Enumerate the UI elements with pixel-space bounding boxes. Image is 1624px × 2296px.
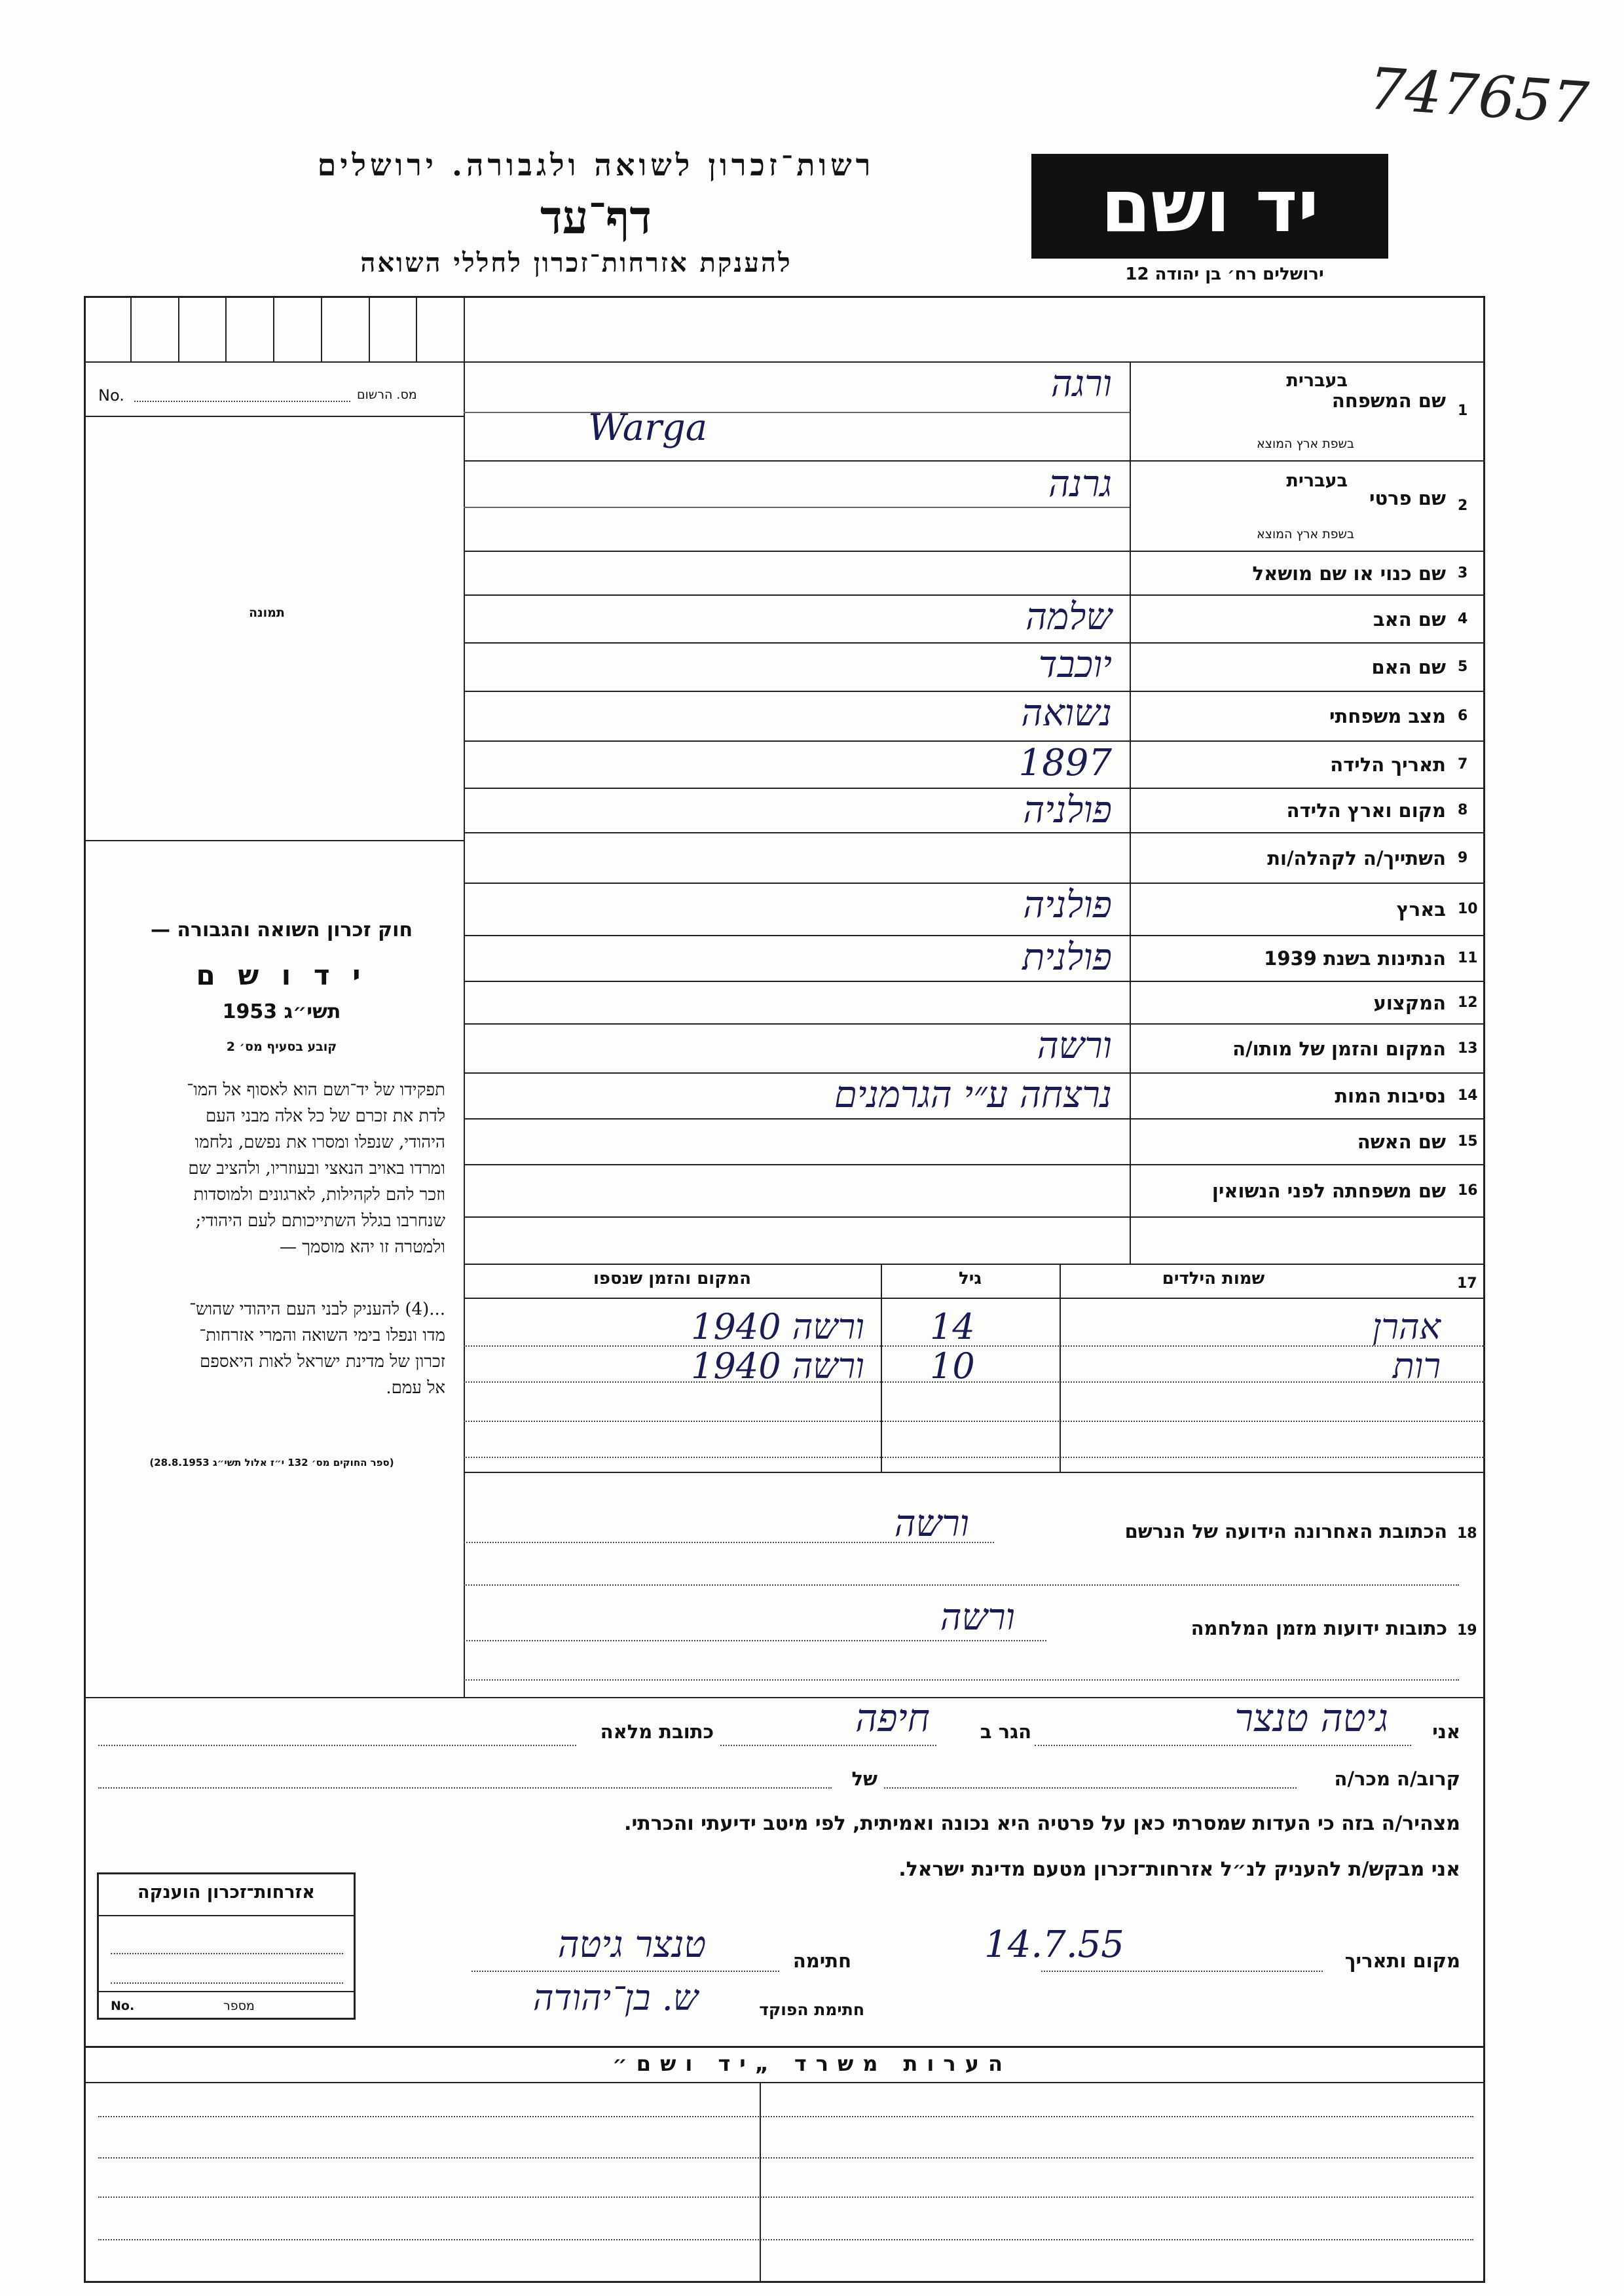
field-label: שם האם xyxy=(1371,656,1446,678)
field-num: 6 xyxy=(1458,708,1468,724)
field-value: ורגה xyxy=(1050,363,1112,405)
field-num: 16 xyxy=(1458,1182,1478,1199)
field-value: שלמה xyxy=(1025,596,1112,638)
children-col-age: גיל xyxy=(958,1269,982,1288)
decl-request: אני מבקש/ת להעניק לנ״ל אזרחות־זכרון מטעם מדינת ישראל. xyxy=(898,1858,1460,1881)
field-value: פולנית xyxy=(1022,936,1112,979)
photo-label: תמונה xyxy=(249,606,285,620)
address-last-label: הכתובת האחרונה הידועה של הנרשם xyxy=(1124,1520,1447,1542)
field-row-7 xyxy=(464,742,1485,789)
field-row-6 xyxy=(464,692,1485,742)
citizenship-box-title: אזרחות־זכרון הוענקה xyxy=(138,1882,315,1903)
law-year: תשי״ג 1953 xyxy=(222,1000,341,1023)
address-last-num: 18 xyxy=(1457,1525,1477,1542)
child-1-place: ורשה 1940 xyxy=(691,1306,864,1347)
form-title: דף־עד xyxy=(540,190,652,244)
address-war-label: כתובות ידועות מזמן המלחמה xyxy=(1190,1617,1447,1639)
field-row-16 xyxy=(464,1165,1485,1218)
field-num: 10 xyxy=(1458,901,1478,917)
citizenship-box xyxy=(97,1872,356,2020)
field-row-2 xyxy=(464,462,1485,552)
field-num: 5 xyxy=(1458,659,1468,675)
field-num: 15 xyxy=(1458,1133,1478,1150)
field-num: 1 xyxy=(1458,402,1468,419)
address-war-value: ורשה xyxy=(940,1596,1015,1639)
field-value: גרנה xyxy=(1048,463,1112,505)
decl-officer-label: חתימת הפוקד xyxy=(759,2000,864,2019)
field-row-13 xyxy=(464,1025,1485,1074)
child-2-name: רות xyxy=(1392,1345,1441,1387)
field-row-3 xyxy=(464,552,1485,596)
field-value: 1897 xyxy=(1018,742,1112,784)
address-war-num: 19 xyxy=(1457,1622,1477,1639)
field-value: ורשה xyxy=(1037,1025,1112,1067)
field-row-11 xyxy=(464,936,1485,982)
field-label: שם המשפחה xyxy=(1331,389,1446,412)
yad-vashem-logo xyxy=(1031,154,1388,259)
field-value-native: Warga xyxy=(588,406,708,449)
decl-i-label: אני xyxy=(1432,1721,1460,1743)
decl-officer-value: ש. בן־יהודה xyxy=(532,1977,699,2018)
field-num: 12 xyxy=(1458,994,1478,1011)
field-label: שם משפחתה לפני הנשואין xyxy=(1211,1180,1446,1202)
field-num: 9 xyxy=(1458,849,1468,866)
logo-text: יד ושם xyxy=(1100,164,1320,248)
decl-place-date-label: מקום ותאריך xyxy=(1344,1950,1460,1972)
decl-signature-value: טנצר גיטה xyxy=(557,1923,707,1966)
field-label: מקום וארץ הלידה xyxy=(1286,799,1446,822)
field-label: שם כנוי או שם מושאל xyxy=(1252,562,1446,585)
remarks-title: הערות משרד „יד ושם״ xyxy=(612,2051,1012,2076)
field-num: 7 xyxy=(1458,756,1468,773)
field-row-8 xyxy=(464,789,1485,833)
hebrew-tag: בעברית xyxy=(1286,471,1348,491)
law-text-2: ...(4) להעניק לבני העם היהודי שהוש־ מדו ונפלו בימי השואה והמרי אזרחות־ זכרון של מדינת ישראל לאות היאספם אל עמם. xyxy=(189,1300,445,1398)
field-label: השתייך/ה לקהלה/ות xyxy=(1267,847,1446,869)
decl-full-address-label: כתובת מלאה xyxy=(600,1721,714,1743)
field-row-12 xyxy=(464,982,1485,1025)
law-name: י ד ו ש ם xyxy=(196,959,367,991)
field-label: שם האב xyxy=(1373,608,1446,630)
field-value: יוכבד xyxy=(1038,644,1112,686)
decl-resides-label: הגר ב xyxy=(980,1721,1031,1743)
field-label: שם פרטי xyxy=(1369,486,1446,509)
field-label: המקצוע xyxy=(1373,991,1446,1014)
law-clause: קובע בסעיף מס׳ 2 xyxy=(226,1040,337,1054)
decl-resides-value: חיפה xyxy=(855,1696,930,1740)
field-row-10 xyxy=(464,884,1485,936)
children-col-place: המקום והזמן שנספו xyxy=(593,1269,752,1288)
field-num: 13 xyxy=(1458,1040,1478,1057)
decl-of-label: של xyxy=(851,1768,877,1790)
field-label: תאריך הלידה xyxy=(1330,754,1446,776)
child-1-name: אהרן xyxy=(1372,1306,1441,1347)
field-num: 14 xyxy=(1458,1087,1478,1104)
children-num: 17 xyxy=(1457,1275,1477,1292)
law-title: חוק זכרון השואה והגבורה — xyxy=(150,919,413,941)
child-1-age: 14 xyxy=(930,1306,975,1347)
field-num: 2 xyxy=(1458,498,1468,514)
field-row-5 xyxy=(464,644,1485,692)
field-value: נשואה xyxy=(1021,692,1112,735)
reg-no: No. xyxy=(98,386,124,405)
decl-place-date-value: 14.7.55 xyxy=(984,1923,1124,1966)
decl-signature-label: חתימה xyxy=(792,1950,851,1972)
form-subtitle: להענקת אזרחות־זכרון לחללי השואה xyxy=(360,247,792,278)
child-2-place: ורשה 1940 xyxy=(691,1345,864,1387)
field-label: הנתינות בשנת 1939 xyxy=(1264,947,1446,970)
archive-number: 747657 xyxy=(1366,54,1591,137)
field-label: נסיבות המות xyxy=(1335,1085,1446,1107)
field-row-4 xyxy=(464,596,1485,644)
law-source: (ספר החוקים מס׳ 132 י״ז אלול תשי״ג 28.8.1953) xyxy=(149,1457,394,1468)
decl-i-value: גיטה טנצר xyxy=(1234,1696,1388,1740)
field-label: מצב משפחתי xyxy=(1329,705,1446,727)
field-row-14 xyxy=(464,1074,1485,1120)
field-num: 8 xyxy=(1458,802,1468,818)
decl-relative-label: קרוב/ה מכר/ה xyxy=(1334,1768,1460,1790)
children-col-names: שמות הילדים xyxy=(1162,1269,1265,1288)
logo-address: ירושלים רח׳ בן יהודה 12 xyxy=(1125,264,1324,284)
authority-line: רשות־זכרון לשואה ולגבורה. ירושלים xyxy=(317,147,875,183)
field-num: 4 xyxy=(1458,610,1468,627)
native-tag: בשפת ארץ המוצא xyxy=(1256,527,1354,541)
field-label: המקום והזמן של מותו/ה xyxy=(1232,1037,1446,1060)
field-row-1 xyxy=(464,361,1485,462)
field-value: נרצחה ע״י הגרמנים xyxy=(834,1074,1112,1116)
address-last-value: ורשה xyxy=(894,1503,969,1545)
field-value: פולניה xyxy=(1023,789,1112,831)
citizenship-box-number-label: מספר xyxy=(223,1999,255,2013)
child-2-age: 10 xyxy=(930,1345,975,1387)
field-label: שם האשה xyxy=(1357,1131,1446,1153)
field-row-15 xyxy=(464,1120,1485,1165)
field-label: בארץ xyxy=(1396,898,1446,920)
field-num: 11 xyxy=(1458,950,1478,966)
law-text: תפקידו של יד־ושם הוא לאסוף אל המו־ לדת את זכרם של כל אלה מבני העם היהודי, שנפלו ומסרו את נפשם, נלחמו ומרדו באויב הנאצי ובעוזריו, ולהציב שם וזכר להם לקהילות, לארגונים ולמוסדות שנחרבו בגלל השתייכותם לעם היהודי; ולמטרה זו יהא מוסמך — xyxy=(187,1080,445,1257)
decl-statement: מצהיר/ה בזה כי העדות שמסרתי כאן על פרטיה היא נכונה ואמיתית, לפי מיטב ידיעתי והכרתי. xyxy=(624,1812,1460,1835)
field-row-9 xyxy=(464,833,1485,884)
reg-label: מס. הרשום xyxy=(357,388,417,402)
index-boxes xyxy=(84,296,464,361)
field-value: פולניה xyxy=(1023,884,1112,926)
native-tag: בשפת ארץ המוצא xyxy=(1256,437,1354,451)
hebrew-tag: בעברית xyxy=(1286,371,1348,391)
citizenship-box-no: No. xyxy=(111,1999,135,2013)
field-num: 3 xyxy=(1458,564,1468,581)
